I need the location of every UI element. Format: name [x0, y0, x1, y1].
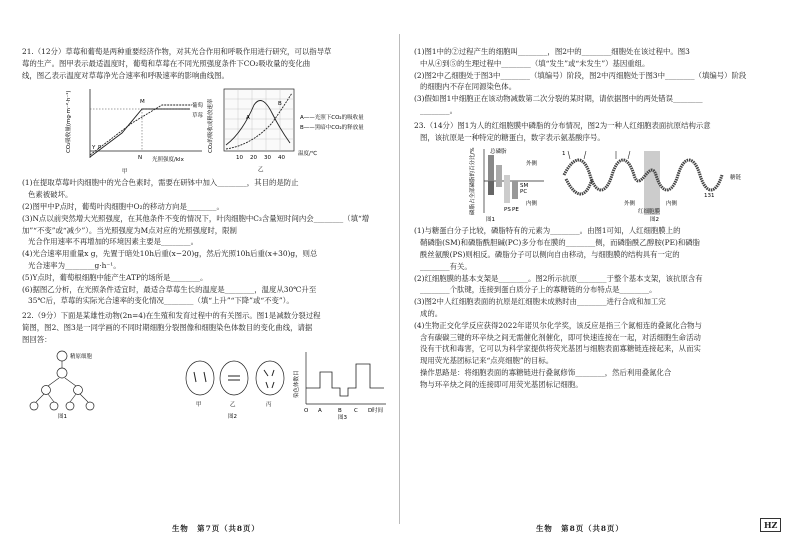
xtick-o: O [304, 407, 309, 414]
q22-item: ________。 [420, 105, 457, 115]
fig1-caption: 图1 [486, 217, 495, 224]
q23-item: (1)与糖蛋白分子比较，磷脂特有的元素为________。由图1可知，人红细胞膜上的 [414, 226, 681, 236]
q23-item: 酰丝氨酸(PS)则相反。磷脂分子可以侧向自由移动，与细胞膜的结构具有一定的 [420, 249, 680, 259]
fig-yi-caption: 乙 [258, 167, 264, 174]
q22-figures [22, 348, 386, 420]
figure-2-cells [182, 348, 292, 420]
q23-item: ________个肽键，连接到蛋白质分子上的寡糖链的分布特点是________。 [420, 285, 657, 295]
q23-item: (2)红细胞膜的基本支架是________。图2所示抗原________于整个基本支架，该抗原含有 [414, 273, 703, 283]
fig2-caption: 图2 [650, 217, 659, 224]
inner-label: 内侧 [666, 201, 678, 208]
footer-right: 生物 第8页（共8页） [536, 524, 624, 533]
num-1: 1 [562, 151, 566, 158]
x-axis-label: 时间 [372, 407, 384, 414]
x-axis-label: 温度/℃ [298, 151, 318, 158]
q22-item: 的细胞内不存在同源染色体。 [420, 82, 517, 92]
y-axis-label: CO₂的吸收或释放速率 [208, 99, 214, 154]
q23-item: 成的。 [420, 308, 443, 318]
legend-putao: 葡萄 [192, 103, 204, 110]
figure-3-chromosome-curve [290, 348, 390, 420]
tick-10: 10 [236, 155, 243, 162]
num-131: 131 [704, 193, 715, 200]
q23-item: 现用荧光基团标记来“点亮细胞”的目标。 [420, 356, 554, 366]
outer-label: 外侧 [624, 201, 636, 208]
figure-2-antigen [554, 145, 774, 223]
legend-sm: SM [520, 183, 529, 190]
figure-1-phospholipid [464, 145, 554, 223]
fig2-caption: 图2 [228, 413, 237, 420]
figure-yi [202, 83, 382, 175]
xtick-a: A [318, 407, 322, 414]
figure-1-meiosis [22, 348, 112, 420]
q21-line: 21.（12分）草莓和葡萄是两种重要经济作物，对其光合作用和呼吸作用进行研究，可以指导草 [22, 47, 332, 56]
fig-jia-caption: 甲 [122, 169, 128, 176]
q23-line: 23.（14分）图1为人的红细胞膜中磷脂的分布情况，图2为一种人红细胞表面抗原结构示意 [414, 120, 711, 130]
cell-bing: 丙 [266, 401, 272, 408]
svg-text:B: B [278, 101, 282, 108]
q23-item: (4)生物正交化学反应获得2022年诺贝尔化学奖，该反应是指三个氮相连的叠氮化合物与 [414, 320, 702, 330]
q23-item: (3)图2中人红细胞表面的抗原是红细胞未成熟时由________进行合成和加工完 [414, 297, 666, 307]
tick-20: 20 [250, 155, 257, 162]
q22-items [414, 46, 782, 117]
point-n-label: N [138, 155, 143, 162]
legend-ps: PS [504, 207, 511, 214]
footer-left: 生物 第7页（共8页） [172, 524, 260, 533]
q21-stem [22, 46, 386, 81]
q21-figures [22, 83, 386, 175]
tick-40: 40 [278, 155, 285, 162]
q22-item: 中从④到⑤的生理过程中________（填“发生”或“未发生”）基因重组。 [420, 58, 650, 68]
q22-stem [22, 310, 386, 345]
q23-item: 操作思路是：将细胞表面的寡糖链进行叠氮修饰________，然后利用叠氮化合 [420, 367, 672, 377]
x-axis-label: 光照强度/klx [152, 157, 184, 164]
fig1-caption: 图1 [58, 413, 67, 420]
q21-item: (4)光合速率用重量x g，先置于暗处10h后重(x−20)g，然后光照10h后重(x+30)g，则总 [22, 249, 318, 259]
q23-item: 物与环辛炔之间的连接即可用荧光基团标记细胞。 [420, 379, 583, 389]
q21-item: (5)Y点时，葡萄根细胞中能产生ATP的场所是________。 [22, 272, 208, 282]
legend-pe: PE [512, 207, 519, 214]
q23-item: 含有碳碳三键的环辛炔之间无需催化剂催化，即可快速连接在一起，对活细胞生命活动 [420, 332, 701, 342]
q21-item: 色素被破坏。 [28, 190, 73, 200]
total-label: 总磷脂 [490, 149, 507, 156]
y-axis-label: 磷脂占全部磷脂的百分比/% [470, 147, 476, 216]
xtick-b: B [338, 407, 342, 414]
membrane-label: 红细胞膜 [638, 209, 661, 216]
q21-items [22, 177, 386, 307]
outer-label: 外侧 [526, 161, 538, 168]
sugar-label: 糖链 [730, 175, 742, 182]
q21-line: 线，图乙表示温度对草莓净光合速率和呼吸速率的影响曲线图。 [22, 70, 229, 80]
legend-caomei: 草莓 [192, 113, 204, 120]
q22-line: 22.（9分）下面是某雄性动物(2n=4)在生殖和发育过程中的有关图示。图1是减数分裂过程 [22, 311, 321, 321]
point-y-label: Y [92, 145, 96, 152]
y-axis-label: 染色体数目 [294, 370, 300, 398]
q23-line: 图，该抗原是一种特定的糖蛋白，数字表示氨基酸序号。 [420, 132, 605, 142]
q21-item: 35℃后，草莓的实际光合速率的变化情况________（填“上升”“下降”或“不变”）。 [28, 296, 294, 306]
tick-30: 30 [264, 155, 271, 162]
q21-item: 光合作用速率不再增加的环境因素主要是________。 [28, 237, 198, 247]
cell-jia: 甲 [196, 401, 202, 408]
cell-yi: 乙 [230, 401, 236, 408]
q21-item: (6)据图乙分析，在光照条件适宜时，最适合草莓生长的温度是________，温度从30℃升至 [22, 284, 317, 294]
q22-item: (2)图2中乙细胞处于图3中________（填编号）阶段，图2中丙细胞处于图3中________（填编号）阶段 [414, 70, 747, 80]
legend-a: A——光照下CO₂的吸收量 [300, 115, 364, 122]
q22-item: (3)假如图1中细胞正在该动物减数第二次分裂的某时期，请依据图中的两处错误________ [414, 94, 703, 104]
fig3-caption: 图3 [338, 414, 347, 420]
q21-line: 莓的生产。图甲表示最适温度时，葡萄和草莓在不同光照强度条件下CO₂吸收量的变化曲 [22, 58, 311, 68]
point-p-label: P [98, 145, 102, 152]
y-axis-label: CO₂吸收量(mg·m⁻²·h⁻¹) [66, 90, 72, 154]
q21-item: (3)N点以前突然增大光照强度，在其他条件不变的情况下，叶肉细胞中C₃含量短时间内会________（填“增加”“不变”或“减少”）。当光照强度为M点对应的光照强度时，限制 [22, 213, 370, 235]
q22-line: 图回答： [22, 334, 52, 344]
q23-item: ________有关。 [420, 261, 472, 271]
version-code: HZ [760, 518, 781, 532]
q22-item: (1)图1中的②过程产生的细胞叫________，图2中的________细胞处在该过程中。图3 [414, 47, 690, 56]
q22-line: 简图，图2、图3是一同学画的不同时期细胞分裂图像和细胞染色体数目的变化曲线，请据 [22, 322, 313, 332]
right-page [400, 0, 800, 559]
fig1-label: 精原细胞 [70, 353, 93, 360]
q21-item: 光合速率为________g·h⁻¹。 [28, 260, 121, 270]
xtick-c: C [354, 407, 358, 414]
q21-item: (1)在提取草莓叶肉细胞中的光合色素时，需要在研钵中加入________，其目的是防止 [22, 178, 299, 188]
xtick-d: D [368, 407, 373, 414]
q23-figures [464, 145, 782, 223]
q21-item: (2)图甲中P点时，葡萄叶肉细胞中O₂的移动方向是________。 [22, 201, 224, 211]
q23-stem [414, 120, 782, 144]
q23-item: 没有干扰和毒害，它可以为科学家提供将荧光基团与细胞表面寡糖链连接起来，从而实 [420, 344, 701, 354]
point-m-label: M [140, 99, 145, 106]
q23-items [414, 225, 782, 390]
q23-item: 鞘磷脂(SM)和磷脂酰胆碱(PC)多分布在膜的________侧，而磷脂酰乙醇胺(PE)和磷脂 [420, 238, 701, 248]
figure-jia [62, 83, 212, 175]
legend-b: B——黑暗中CO₂的释放量 [300, 125, 364, 132]
inner-label: 内侧 [526, 201, 538, 208]
svg-text:A: A [246, 115, 250, 122]
legend-pc: PC [520, 189, 528, 196]
